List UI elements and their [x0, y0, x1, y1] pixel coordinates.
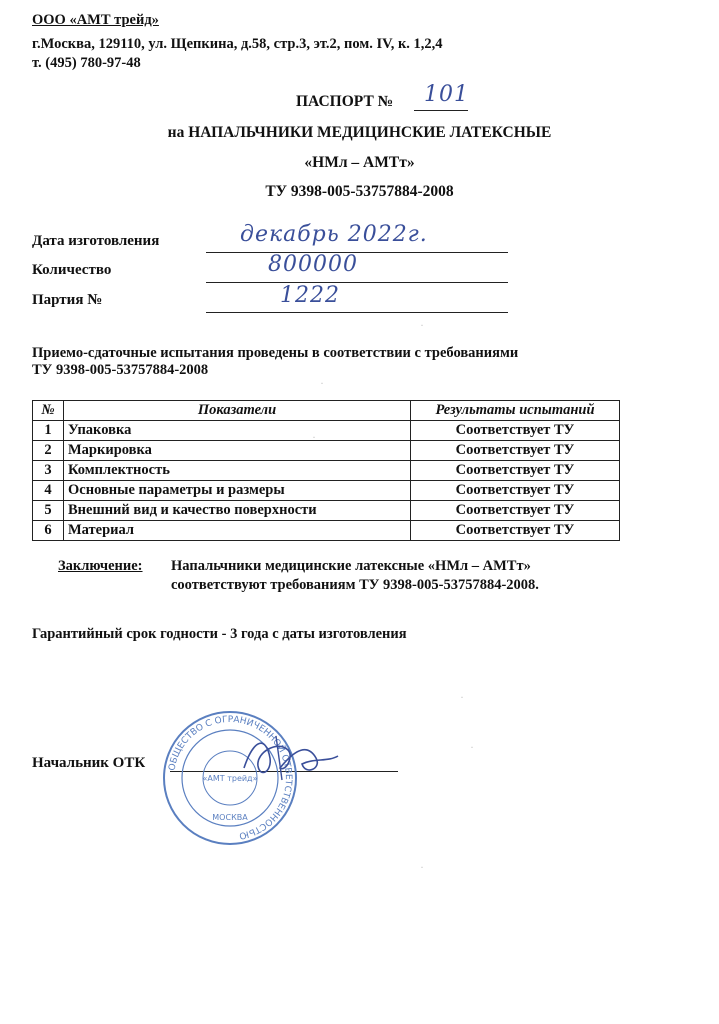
row-name: Маркировка [64, 441, 411, 461]
scan-noise: · [460, 690, 464, 704]
batch-line [206, 312, 508, 313]
row-result: Соответствует ТУ [411, 441, 620, 461]
row-result: Соответствует ТУ [411, 481, 620, 501]
table-row [33, 461, 620, 481]
row-num: 3 [33, 461, 64, 481]
passport-number: 101 [424, 82, 469, 107]
header-results: Результаты испытаний [411, 401, 620, 421]
passport-title: ПАСПОРТ № [296, 93, 394, 110]
signature-role: Начальник ОТК [32, 755, 146, 771]
table-row [33, 441, 620, 461]
row-result: Соответствует ТУ [411, 521, 620, 541]
batch-value: 1222 [280, 283, 340, 308]
row-num: 4 [33, 481, 64, 501]
stamp-outer-text: ОБЩЕСТВО С ОГРАНИЧЕННОЙ ОТВЕТСТВЕННОСТЬЮ [167, 714, 294, 841]
conclusion-label: Заключение: [58, 558, 143, 574]
company-phone: т. (495) 780-97-48 [32, 55, 141, 71]
row-name: Комплектность [64, 461, 411, 481]
row-result: Соответствует ТУ [411, 501, 620, 521]
quantity-value: 800000 [268, 252, 358, 277]
row-num: 1 [33, 421, 64, 441]
stamp-city: МОСКВА [212, 813, 248, 822]
table-header-row [33, 401, 620, 421]
conclusion-line2: соответствуют требованиям ТУ 9398-005-53757884-2008. [171, 577, 539, 593]
tests-intro-line2: ТУ 9398-005-53757884-2008 [32, 362, 209, 378]
passport-subtitle: на НАПАЛЬЧНИКИ МЕДИЦИНСКИЕ ЛАТЕКСНЫЕ [167, 124, 552, 141]
row-name: Основные параметры и размеры [64, 481, 411, 501]
conclusion-line1: Напальчники медицинские латексные «НМл – АМТт» [171, 558, 531, 574]
table-row [33, 521, 620, 541]
row-name: Упаковка [64, 421, 411, 441]
results-table [32, 400, 620, 541]
row-num: 6 [33, 521, 64, 541]
table-row [33, 501, 620, 521]
row-result: Соответствует ТУ [411, 461, 620, 481]
header-num: № [33, 401, 64, 421]
quantity-line [206, 282, 508, 283]
row-result: Соответствует ТУ [411, 421, 620, 441]
date-label: Дата изготовления [32, 233, 160, 249]
row-num: 5 [33, 501, 64, 521]
stamp-center-text: «АМТ трейд» [202, 774, 258, 783]
scan-noise: · [320, 376, 324, 390]
header-indicators: Показатели [64, 401, 411, 421]
scan-noise: · [470, 740, 474, 754]
row-name: Материал [64, 521, 411, 541]
company-name: ООО «АМТ трейд» [32, 12, 159, 28]
passport-number-line [414, 110, 468, 111]
tests-intro-line1: Приемо-сдаточные испытания проведены в соответствии с требованиями [32, 345, 519, 361]
warranty-text: Гарантийный срок годности - 3 года с даты изготовления [32, 626, 407, 642]
passport-tu: ТУ 9398-005-53757884-2008 [265, 183, 454, 200]
quantity-label: Количество [32, 262, 112, 278]
batch-label: Партия № [32, 292, 103, 308]
scan-noise: · [420, 860, 424, 874]
scan-noise: · [420, 318, 424, 332]
date-value: декабрь 2022г. [240, 222, 428, 247]
scan-noise: · [312, 430, 316, 444]
company-address: г.Москва, 129110, ул. Щепкина, д.58, стр.3, эт.2, пом. IV, к. 1,2,4 [32, 36, 443, 52]
product-name: «НМл – АМТт» [304, 154, 415, 171]
table-row [33, 481, 620, 501]
row-name: Внешний вид и качество поверхности [64, 501, 411, 521]
row-num: 2 [33, 441, 64, 461]
table-row [33, 421, 620, 441]
handwritten-signature [236, 728, 346, 788]
